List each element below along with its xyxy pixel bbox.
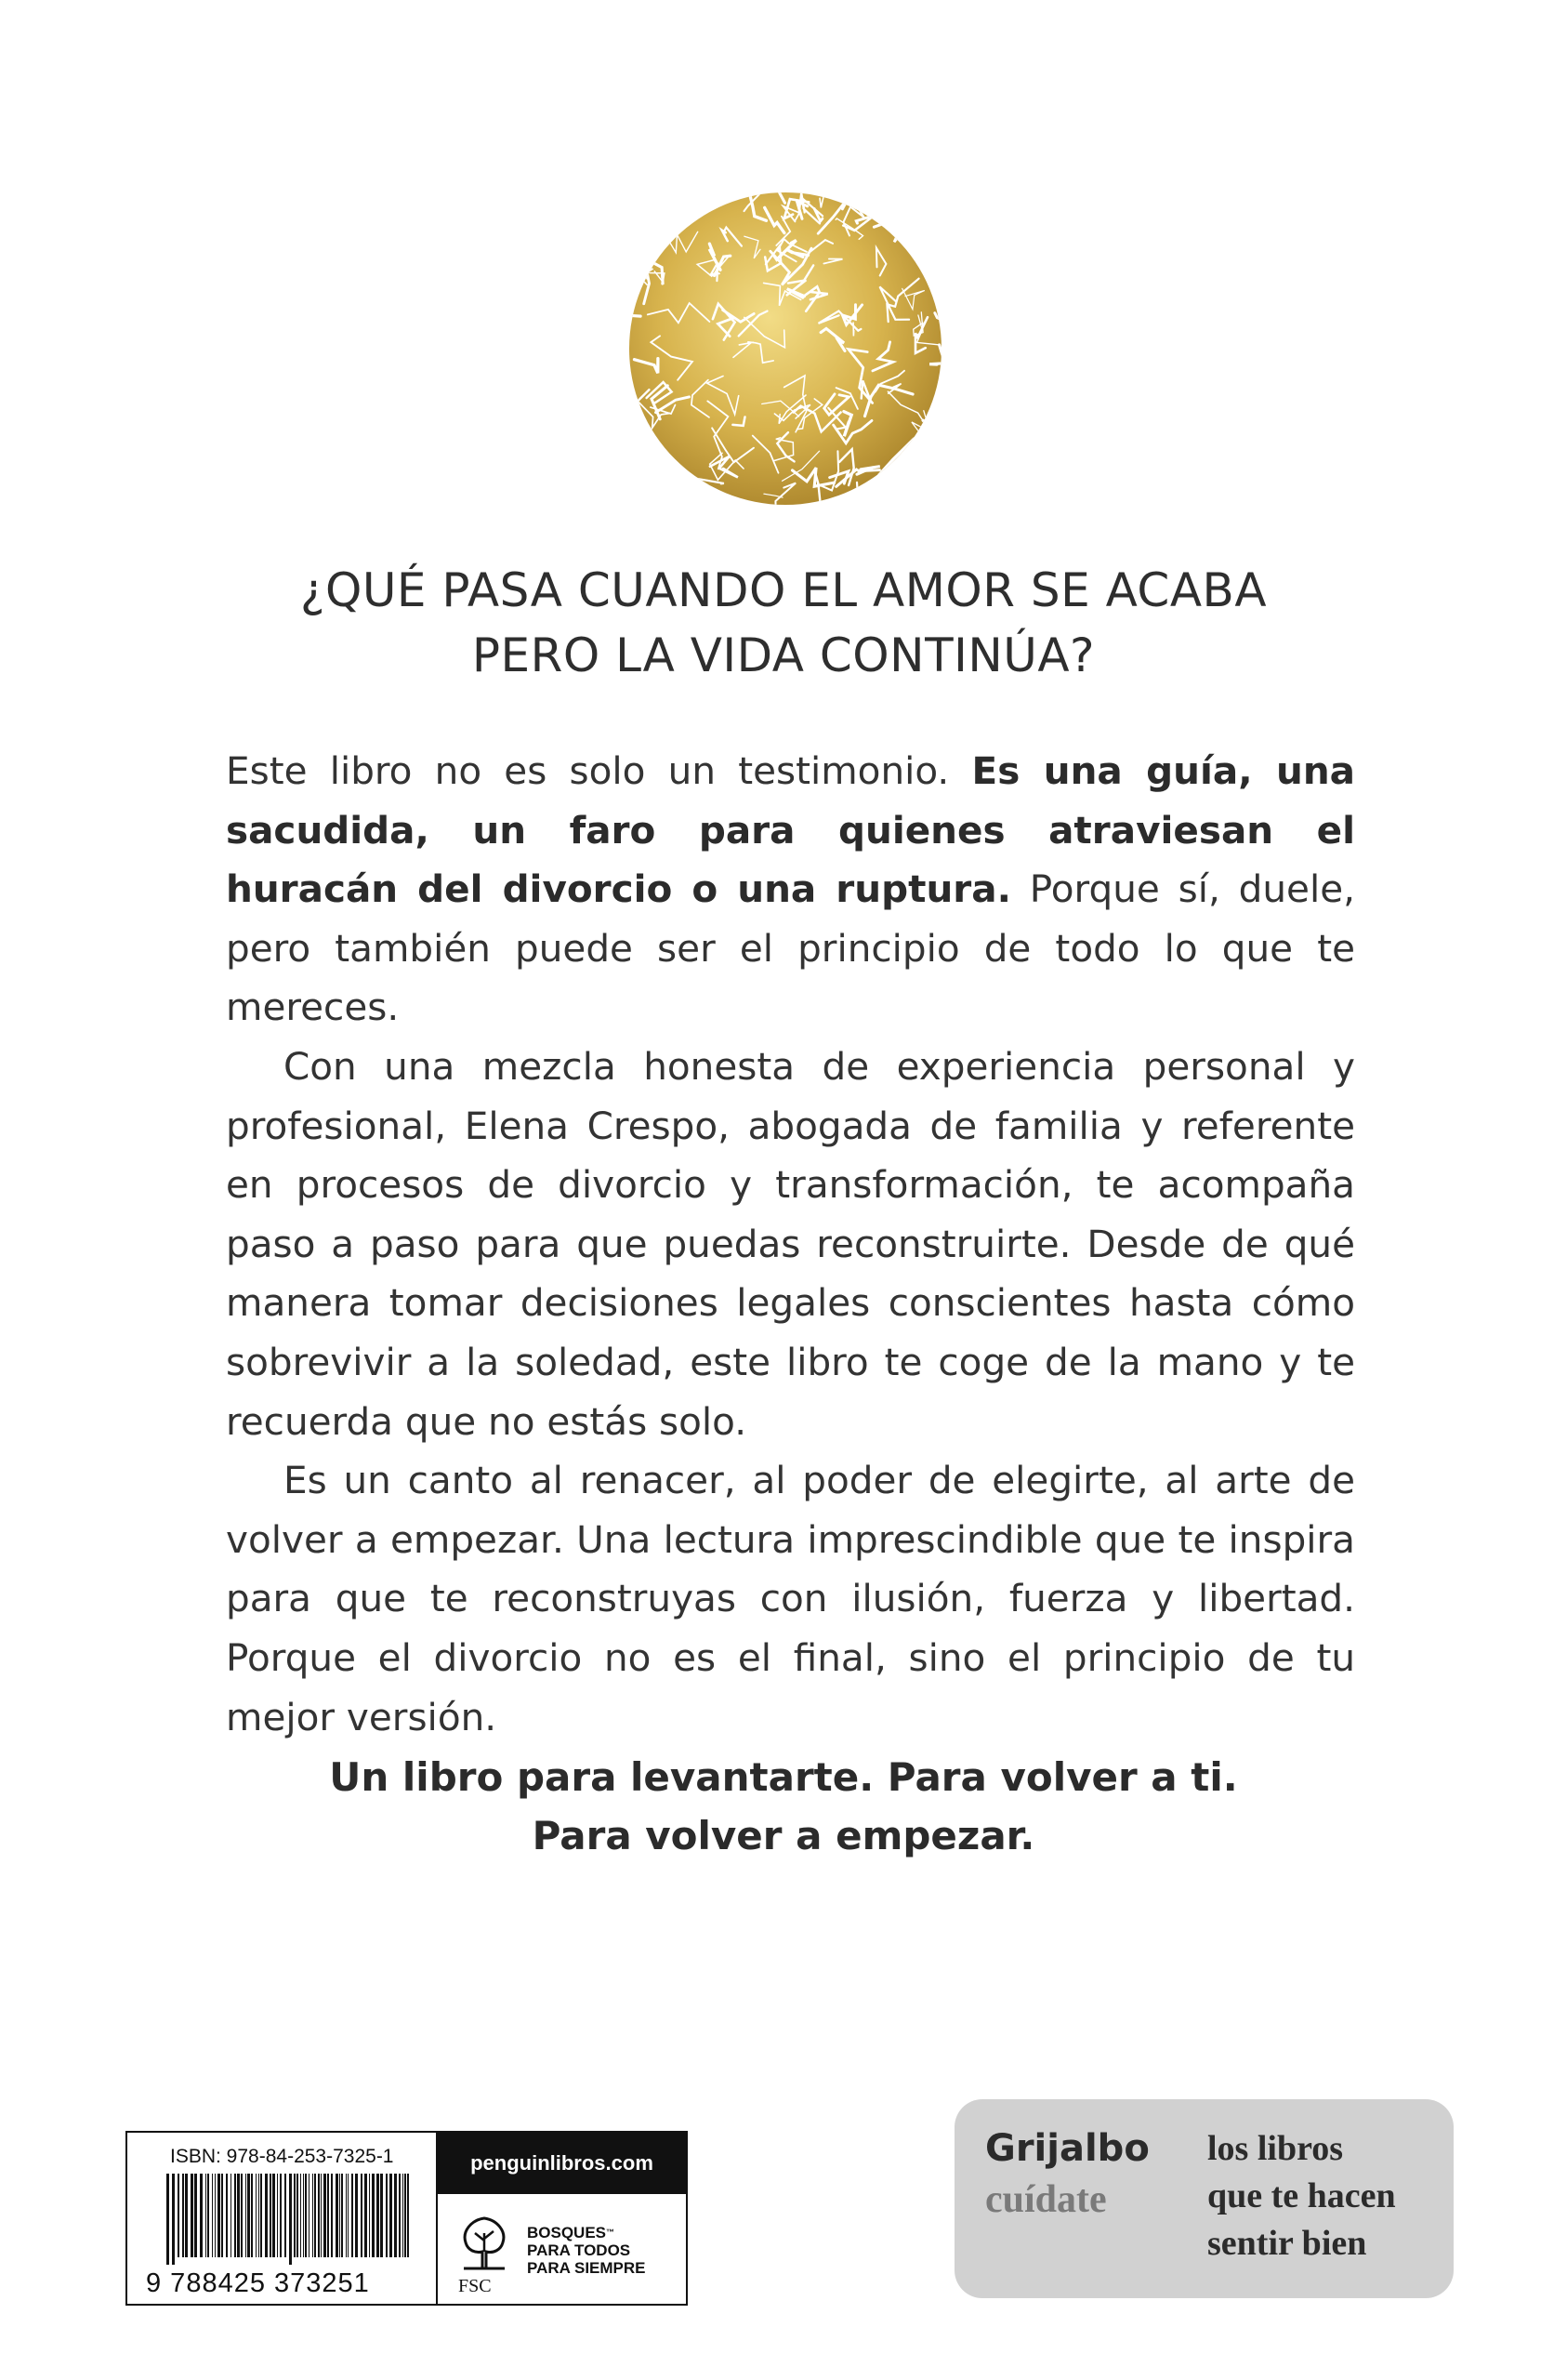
barcode-bar (407, 2174, 409, 2257)
emblem-crack (665, 492, 708, 507)
emblem-crack (634, 196, 636, 226)
barcode-bar (200, 2174, 203, 2257)
gold-mosaic-circle-icon (627, 191, 943, 507)
emblem-crack (650, 443, 663, 487)
emblem-crack (627, 223, 648, 242)
barcode-bar (296, 2174, 298, 2257)
emblem-crack (877, 205, 911, 218)
closing-line-1: Un libro para levantarte. Para volver a ti. (329, 1754, 1238, 1800)
emblem-crack (922, 420, 943, 444)
barcode-bar (300, 2174, 301, 2257)
barcode-bar (336, 2174, 338, 2257)
barcode-digits: 9 788425 373251 (146, 2268, 370, 2298)
barcode-box (125, 2131, 688, 2306)
emblem-crack (638, 448, 660, 507)
emblem-crack (888, 485, 920, 500)
emblem-crack (637, 218, 658, 228)
synopsis-intro-rest: Porque sí, duele, pero también puede ser el principio de todo lo que te mereces. (226, 866, 1355, 1030)
fsc-label: FSC (458, 2276, 492, 2296)
barcode-bar (226, 2174, 228, 2257)
barcode-bar (380, 2174, 383, 2257)
barcode-bar (305, 2174, 307, 2257)
barcode-bar (389, 2174, 392, 2257)
barcode-bar (351, 2174, 353, 2257)
synopsis-paragraph-2: Con una mezcla honesta de experiencia personal y profesional, Elena Crespo, abogada de familia y referente en procesos de divorcio y transformación, te acompaña paso a paso para que puedas reconstruirte. Desde de qué manera tomar decisiones legales conscientes hasta cómo sobrevivir a la soledad, este libro te coge de la mano y te recuerda que no estás solo. (226, 1043, 1355, 1444)
isbn-label: ISBN: 978-84-253-7325-1 (170, 2146, 394, 2167)
barcode-bar (260, 2174, 262, 2257)
emblem-crack (892, 466, 909, 485)
synopsis (226, 742, 1355, 1747)
barcode-bar (323, 2174, 326, 2257)
barcode-bar (172, 2174, 175, 2265)
synopsis-highlight: Es una guía, una sacudida, un faro para quienes atraviesan el huracán del divorcio o una ruptura. (226, 748, 1356, 912)
emblem-crack (883, 466, 920, 490)
barcode-bar (217, 2174, 220, 2257)
barcode-bar (194, 2174, 197, 2257)
barcode-bar (284, 2174, 286, 2257)
closing-line-2: Para volver a empezar. (532, 1813, 1035, 1858)
emblem-crack (627, 281, 632, 298)
barcode-bar (212, 2174, 213, 2257)
barcode-bar (394, 2174, 397, 2257)
barcode-bar (289, 2174, 292, 2265)
barcode-bar (241, 2174, 243, 2257)
barcode-bar (247, 2174, 250, 2257)
fsc-tree-icon (454, 2215, 514, 2272)
barcode-bar (256, 2174, 257, 2257)
emblem-crack (633, 198, 662, 215)
emblem-crack (639, 471, 660, 490)
emblem-crack (939, 273, 943, 298)
barcode-bar (237, 2174, 240, 2257)
tagline-line-2: que te hacen (1207, 2176, 1396, 2215)
barcode-bar (361, 2174, 362, 2257)
emblem-crack (935, 198, 943, 228)
collection-tagline (1207, 2125, 1396, 2268)
barcode-bar (251, 2174, 253, 2257)
barcode-bar (346, 2174, 347, 2257)
fsc-slogan-line-1: BOSQUES (527, 2224, 607, 2241)
fsc-slogan (527, 2224, 685, 2277)
barcode-bar (207, 2174, 209, 2257)
emblem-crack (922, 223, 935, 237)
publisher-website-strip (436, 2133, 688, 2194)
publisher-website: penguinlibros.com (470, 2151, 653, 2175)
headline-line-1: ¿QUÉ PASA CUANDO EL AMOR SE ACABA (299, 563, 1268, 617)
trademark-mark: ™ (606, 2228, 615, 2237)
barcode-bar (364, 2174, 367, 2257)
barcode-bar (341, 2174, 343, 2257)
barcode-bar (318, 2174, 320, 2257)
emblem-crack (933, 232, 943, 252)
publisher-badge (955, 2099, 1454, 2298)
barcode-bar (230, 2174, 231, 2257)
barcode-bar (166, 2174, 169, 2265)
emblem-crack (889, 482, 909, 499)
emblem-crack (894, 222, 909, 242)
emblem-crack (889, 496, 905, 506)
barcode-bar (234, 2174, 236, 2257)
barcode-bar (277, 2174, 278, 2257)
barcode-bar (185, 2174, 188, 2257)
emblem-crack (675, 471, 696, 500)
closing-statement (0, 1748, 1567, 1865)
barcode-bar (182, 2174, 184, 2257)
barcode-bar (294, 2174, 296, 2257)
emblem-crack (642, 263, 645, 275)
emblem-crack (637, 191, 669, 192)
headline-line-2: PERO LA VIDA CONTINÚA? (471, 628, 1096, 682)
emblem-crack (627, 264, 647, 285)
barcode-bar (402, 2174, 403, 2257)
barcode-bar (321, 2174, 322, 2257)
barcode-bar (386, 2174, 388, 2257)
emblem-crack (628, 218, 650, 235)
fsc-certification (436, 2194, 688, 2306)
barcode-bar (270, 2174, 271, 2257)
barcode-bar (312, 2174, 313, 2257)
fsc-slogan-line-3: PARA SIEMPRE (527, 2259, 646, 2277)
barcode-bar (404, 2174, 406, 2257)
barcode-bar (221, 2174, 223, 2257)
barcode-bar (372, 2174, 375, 2257)
barcode-bar (369, 2174, 370, 2257)
collection-name: cuídate (985, 2178, 1107, 2221)
barcode-bar (348, 2174, 349, 2257)
barcode-bar (178, 2174, 179, 2257)
barcode-bar (245, 2174, 246, 2257)
synopsis-intro: Este libro no es solo un testimonio. (226, 748, 972, 793)
barcode-bar (215, 2174, 216, 2257)
tagline-line-3: sentir bien (1207, 2224, 1367, 2263)
barcode-bar (355, 2174, 358, 2257)
barcode-bar (327, 2174, 329, 2257)
barcode-icon (165, 2174, 415, 2265)
emblem-crack (637, 211, 673, 233)
tagline-line-1: los libros (1207, 2129, 1344, 2168)
emblem-crack (910, 229, 932, 252)
barcode-bar (272, 2174, 275, 2257)
imprint-name: Grijalbo (985, 2127, 1150, 2170)
emblem-crack (882, 191, 910, 208)
barcode-bar (265, 2174, 268, 2257)
synopsis-paragraph-3: Es un canto al renacer, al poder de elegirte, al arte de volver a empezar. Una lectura imprescindible que te inspira para que te reconstruyas con ilusión, fuerza y libertad. Porque el divorcio no es el final, sino el principio de tu mejor versión. (226, 1458, 1355, 1739)
barcode-bar (205, 2174, 206, 2257)
barcode-bar (191, 2174, 193, 2257)
headline (0, 558, 1567, 688)
emblem-crack (627, 223, 630, 240)
barcode-bar (399, 2174, 401, 2257)
barcode-bar (339, 2174, 340, 2257)
synopsis-paragraph-1 (226, 742, 1355, 1038)
fsc-slogan-line-2: PARA TODOS (527, 2241, 631, 2259)
barcode-bar (331, 2174, 333, 2257)
barcode-bar (303, 2174, 304, 2257)
barcode-bar (280, 2174, 282, 2257)
emblem-crack (627, 496, 650, 507)
barcode-bar (314, 2174, 316, 2257)
barcode-bar (258, 2174, 259, 2257)
barcode-bar (376, 2174, 379, 2257)
